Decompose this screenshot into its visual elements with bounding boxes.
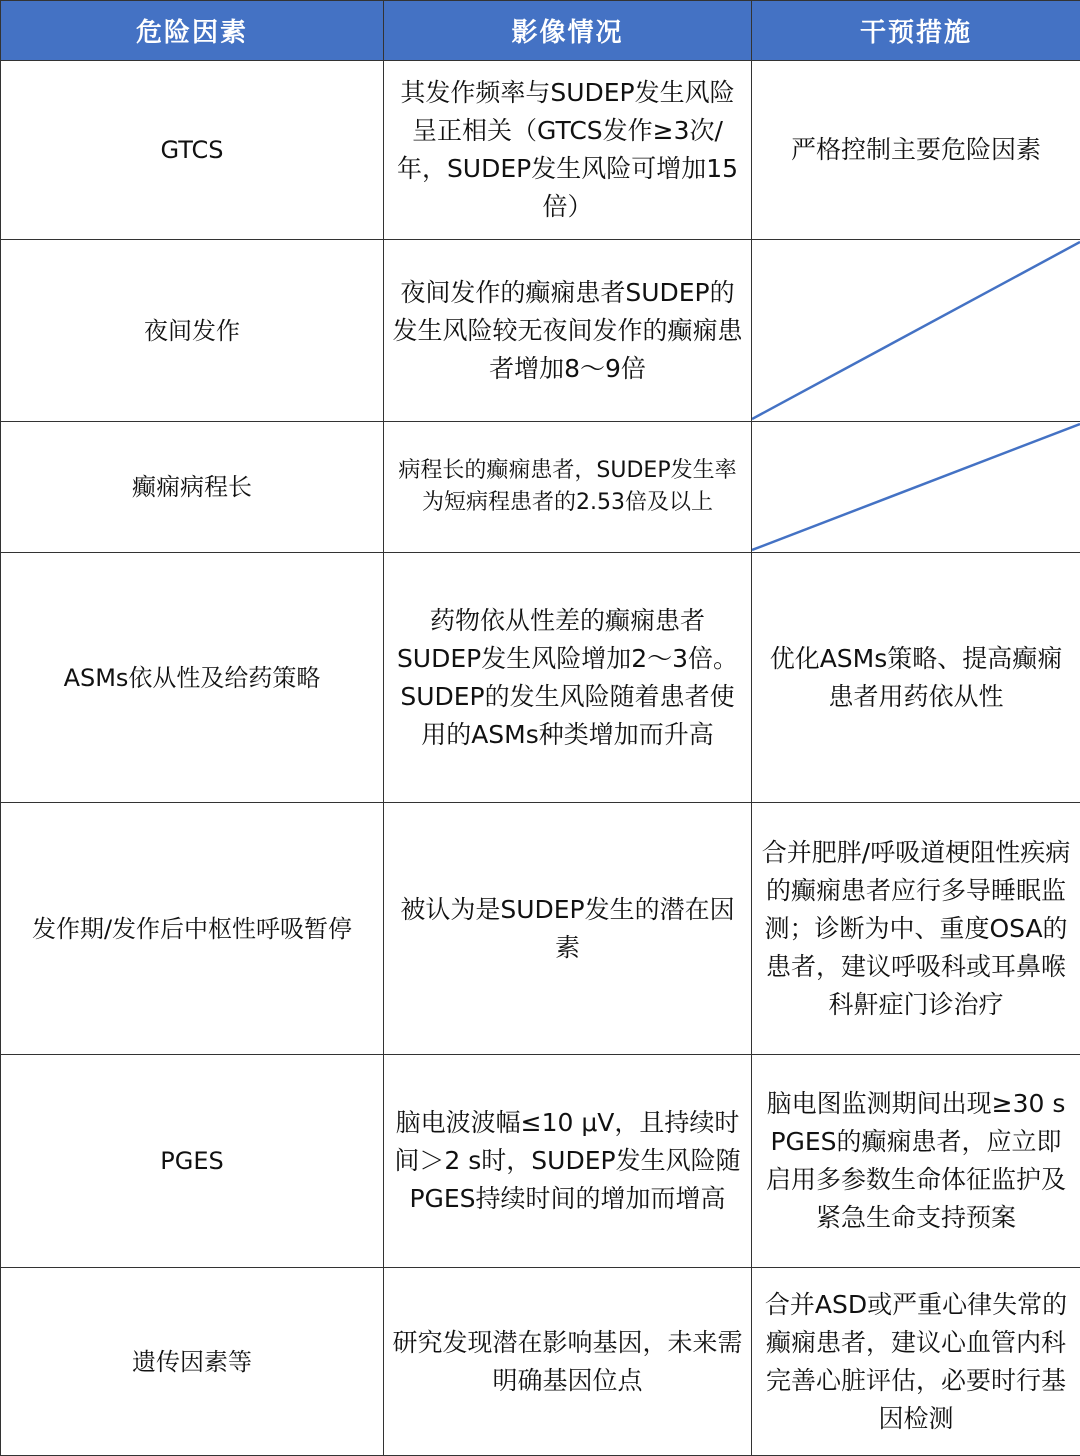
imaging-cell: 病程长的癫痫患者，SUDEP发生率为短病程患者的2.53倍及以上 [384, 422, 752, 553]
table-row [1, 1268, 1080, 1456]
imaging-cell: 脑电波波幅≤10 μV，且持续时间＞2 s时，SUDEP发生风险随PGES持续时间的增加而增高 [384, 1055, 752, 1268]
empty-intervention-cell [752, 422, 1080, 553]
table-row [1, 803, 1080, 1055]
risk-factor-cell: ASMs依从性及给药策略 [1, 553, 384, 803]
intervention-cell: 严格控制主要危险因素 [752, 61, 1080, 240]
intervention-cell: 合并肥胖/呼吸道梗阻性疾病的癫痫患者应行多导睡眠监测；诊断为中、重度OSA的患者，建议呼吸科或耳鼻喉科鼾症门诊治疗 [752, 803, 1080, 1055]
header-risk-factor: 危险因素 [1, 1, 384, 61]
intervention-cell: 合并ASD或严重心律失常的癫痫患者，建议心血管内科完善心脏评估，必要时行基因检测 [752, 1268, 1080, 1456]
imaging-cell: 被认为是SUDEP发生的潜在因素 [384, 803, 752, 1055]
diagonal-line [752, 422, 1080, 552]
imaging-cell: 药物依从性差的癫痫患者SUDEP发生风险增加2～3倍。SUDEP的发生风险随着患者使用的ASMs种类增加而升高 [384, 553, 752, 803]
table-row [1, 1055, 1080, 1268]
table-row [1, 422, 1080, 553]
imaging-cell: 研究发现潜在影响基因，未来需明确基因位点 [384, 1268, 752, 1456]
risk-factor-cell: 发作期/发作后中枢性呼吸暂停 [1, 803, 384, 1055]
table-row [1, 240, 1080, 422]
empty-intervention-cell [752, 240, 1080, 422]
risk-factor-cell: 遗传因素等 [1, 1268, 384, 1456]
imaging-cell: 其发作频率与SUDEP发生风险呈正相关（GTCS发作≥3次/年，SUDEP发生风险可增加15倍） [384, 61, 752, 240]
risk-factor-cell: GTCS [1, 61, 384, 240]
risk-factor-cell: 癫痫病程长 [1, 422, 384, 553]
diagonal-line [752, 240, 1080, 421]
risk-factor-cell: PGES [1, 1055, 384, 1268]
header-intervention: 干预措施 [752, 1, 1080, 61]
intervention-cell: 优化ASMs策略、提高癫痫患者用药依从性 [752, 553, 1080, 803]
risk-factor-cell: 夜间发作 [1, 240, 384, 422]
imaging-cell: 夜间发作的癫痫患者SUDEP的发生风险较无夜间发作的癫痫患者增加8～9倍 [384, 240, 752, 422]
table-row [1, 61, 1080, 240]
header-imaging: 影像情况 [384, 1, 752, 61]
table-row [1, 553, 1080, 803]
header-row [1, 1, 1080, 61]
intervention-cell: 脑电图监测期间出现≥30 s PGES的癫痫患者，应立即启用多参数生命体征监护及紧急生命支持预案 [752, 1055, 1080, 1268]
